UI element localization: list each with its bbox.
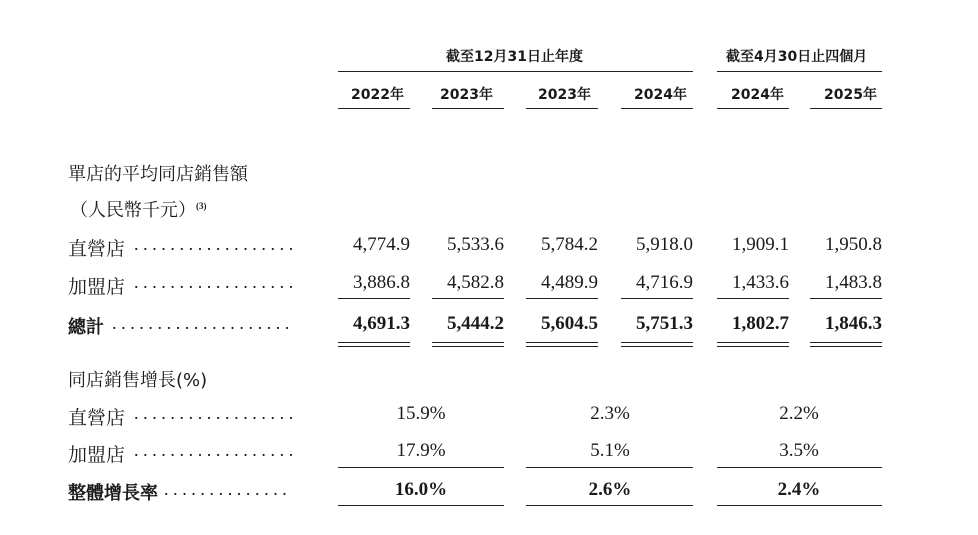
subtotal-rule <box>717 298 789 299</box>
value-cell: 1,483.8 <box>825 272 882 293</box>
growth-value: 15.9% <box>396 403 446 424</box>
growth-total-value: 2.4% <box>777 479 821 500</box>
value-cell: 1,950.8 <box>825 234 882 255</box>
value-cell: 5,784.2 <box>541 234 598 255</box>
section-title-same-store-growth: 同店銷售增長(%) <box>68 370 208 391</box>
growth-total-value: 16.0% <box>394 479 448 500</box>
row-label: 加盟店 <box>68 277 126 298</box>
row-label: 直營店 <box>68 408 126 429</box>
double-rule-top <box>432 342 504 343</box>
double-rule-bottom <box>810 346 882 347</box>
leader-dots: .................. <box>134 403 298 423</box>
header-annual-rule <box>338 71 693 72</box>
year-rule-4 <box>621 108 693 109</box>
total-value: 5,751.3 <box>636 313 693 334</box>
double-rule-top <box>526 342 598 343</box>
growth-bottom-rule <box>717 505 882 506</box>
header-months-rule <box>717 71 882 72</box>
value-cell: 1,433.6 <box>732 272 789 293</box>
double-rule-top <box>717 342 789 343</box>
header-annual-period: 截至12月31日止年度 <box>446 49 583 65</box>
leader-dots: .................. <box>134 234 298 254</box>
growth-subtotal-rule <box>717 467 882 468</box>
year-header-3: 2023年 <box>538 87 591 103</box>
row-label: 加盟店 <box>68 445 126 466</box>
total-value: 4,691.3 <box>353 313 410 334</box>
leader-dots: .................... <box>112 313 294 333</box>
year-rule-2 <box>432 108 504 109</box>
year-rule-5 <box>717 108 789 109</box>
double-rule-bottom <box>717 346 789 347</box>
total-label: 整體增長率 <box>68 483 158 504</box>
header-four-month-period: 截至4月30日止四個月 <box>726 49 868 65</box>
year-header-4: 2024年 <box>634 87 687 103</box>
value-cell: 4,774.9 <box>353 234 410 255</box>
year-rule-3 <box>526 108 598 109</box>
value-cell: 4,582.8 <box>447 272 504 293</box>
footnote-ref: (3) <box>196 201 207 211</box>
growth-total-value: 2.6% <box>588 479 632 500</box>
growth-value: 3.5% <box>779 440 819 461</box>
growth-value: 2.2% <box>779 403 819 424</box>
total-value: 5,604.5 <box>541 313 598 334</box>
growth-subtotal-rule <box>338 467 504 468</box>
growth-bottom-rule <box>526 505 693 506</box>
total-label: 總計 <box>68 317 104 338</box>
year-header-1: 2022年 <box>351 87 404 103</box>
double-rule-bottom <box>432 346 504 347</box>
value-cell: 3,886.8 <box>353 272 410 293</box>
total-value: 1,802.7 <box>732 313 789 334</box>
year-header-2: 2023年 <box>440 87 493 103</box>
subtotal-rule <box>338 298 410 299</box>
leader-dots: .............. <box>164 479 292 499</box>
growth-value: 5.1% <box>590 440 630 461</box>
subtotal-rule <box>621 298 693 299</box>
double-rule-top <box>621 342 693 343</box>
growth-subtotal-rule <box>526 467 693 468</box>
value-cell: 4,489.9 <box>541 272 598 293</box>
leader-dots: .................. <box>134 440 298 460</box>
growth-bottom-rule <box>338 505 504 506</box>
double-rule-bottom <box>621 346 693 347</box>
leader-dots: .................. <box>134 272 298 292</box>
year-rule-1 <box>338 108 410 109</box>
total-value: 1,846.3 <box>825 313 882 334</box>
row-label: 直營店 <box>68 239 126 260</box>
year-header-5: 2024年 <box>731 87 784 103</box>
growth-value: 2.3% <box>590 403 630 424</box>
total-value: 5,444.2 <box>447 313 504 334</box>
value-cell: 5,918.0 <box>636 234 693 255</box>
value-cell: 4,716.9 <box>636 272 693 293</box>
value-cell: 1,909.1 <box>732 234 789 255</box>
double-rule-bottom <box>526 346 598 347</box>
year-rule-6 <box>810 108 882 109</box>
section-unit: （人民幣千元）$^{(3)}$ <box>70 200 207 221</box>
subtotal-rule <box>526 298 598 299</box>
subtotal-rule <box>810 298 882 299</box>
double-rule-top <box>338 342 410 343</box>
year-header-6: 2025年 <box>824 87 877 103</box>
double-rule-bottom <box>338 346 410 347</box>
subtotal-rule <box>432 298 504 299</box>
growth-value: 17.9% <box>396 440 446 461</box>
value-cell: 5,533.6 <box>447 234 504 255</box>
section-title-avg-same-store-sales: 單店的平均同店銷售額 <box>68 164 248 185</box>
double-rule-top <box>810 342 882 343</box>
